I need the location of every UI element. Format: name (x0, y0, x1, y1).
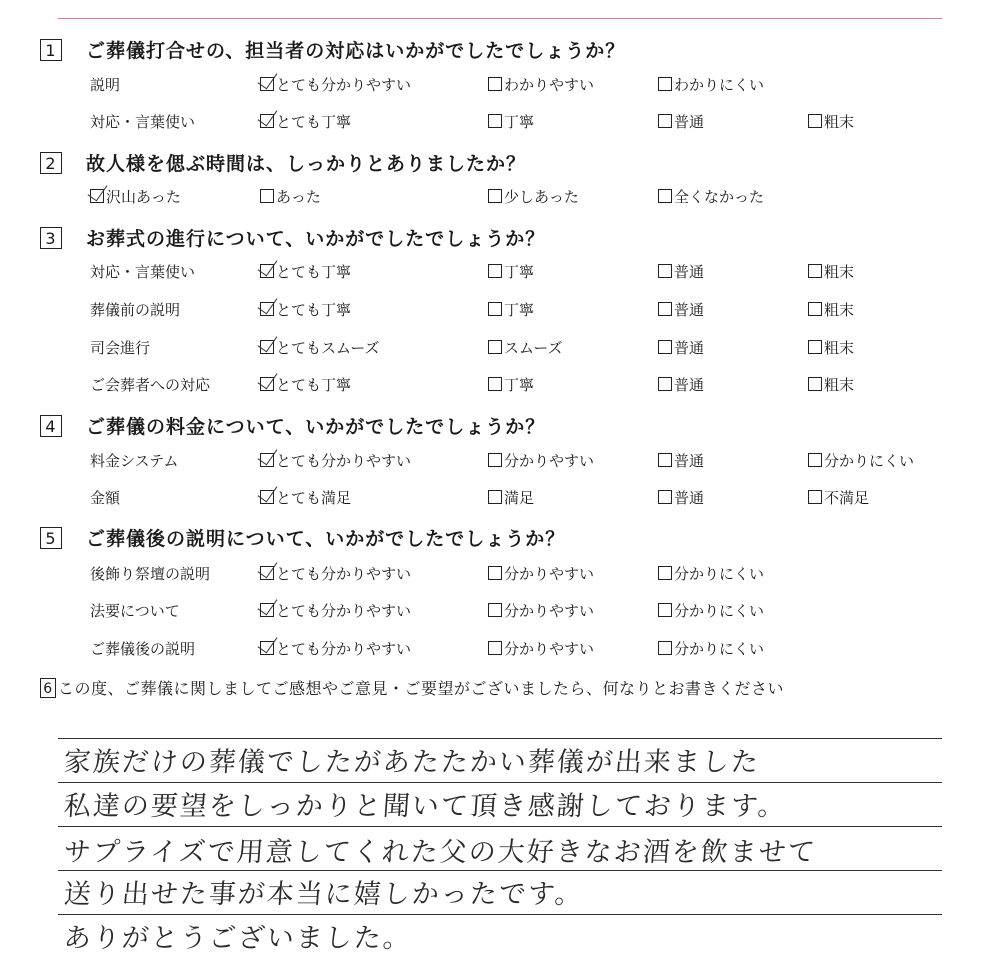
checkbox[interactable] (658, 641, 672, 655)
checkbox[interactable] (658, 77, 672, 91)
comment-line: 送り出せた事が本当に嬉しかったです。 (62, 879, 585, 910)
ruled-line (58, 738, 942, 739)
question-3-heading (40, 224, 545, 251)
question-title: 故人様を偲ぶ時間は、しっかりとありましたか？ (86, 153, 527, 175)
checkbox[interactable] (260, 189, 274, 203)
question-title: お葬式の進行について、いかがでしたでしょうか？ (86, 228, 546, 250)
question-row (0, 111, 1000, 133)
checkbox-checked[interactable] (260, 566, 274, 580)
option[interactable]: 分かりにくい (658, 563, 764, 584)
question-number: 3 (40, 227, 62, 249)
ruled-line (58, 914, 942, 915)
checkbox[interactable] (488, 453, 502, 467)
row-label: 後飾り祭壇の説明 (90, 565, 211, 583)
question-row (0, 600, 1000, 622)
row-label: ご会葬者への対応 (90, 376, 211, 394)
checkbox[interactable] (488, 340, 502, 354)
question-5-heading (40, 524, 565, 551)
question-number: 1 (40, 39, 62, 61)
question-6-heading (40, 676, 784, 699)
checkbox[interactable] (488, 189, 502, 203)
comment-line: ありがとうございました。 (62, 923, 413, 954)
row-label: 対応・言葉使い (90, 263, 196, 281)
question-number: 5 (40, 527, 62, 549)
question-row (0, 74, 1000, 96)
option[interactable]: 普通 (658, 299, 704, 320)
option[interactable]: 丁寧 (488, 299, 534, 320)
option[interactable]: 丁寧 (488, 111, 534, 132)
checkbox[interactable] (808, 377, 822, 391)
option[interactable]: とてもスムーズ (260, 337, 380, 358)
question-row (0, 261, 1000, 283)
checkbox[interactable] (658, 340, 672, 354)
option[interactable]: 分かりにくい (658, 600, 764, 621)
option[interactable]: とても分かりやすい (260, 74, 411, 95)
question-title: ご葬儀の料金について、いかがでしたでしょうか？ (86, 416, 546, 438)
ruled-line (58, 826, 942, 827)
checkbox[interactable] (658, 566, 672, 580)
checkbox-checked[interactable] (260, 340, 274, 354)
question-number: 4 (40, 415, 62, 437)
option[interactable]: 分かりやすい (488, 563, 594, 584)
question-1-heading (40, 36, 625, 63)
option[interactable]: わかりやすい (488, 74, 594, 95)
comment-line: 家族だけの葬儀でしたがあたたかい葬儀が出来ました (62, 747, 761, 778)
option[interactable]: 普通 (658, 487, 704, 508)
checkbox[interactable] (658, 453, 672, 467)
option[interactable]: とても丁寧 (260, 374, 351, 395)
ruled-line (58, 870, 942, 871)
option[interactable]: 粗末 (808, 374, 854, 395)
question-number: 6 (40, 678, 56, 698)
checkbox-checked[interactable] (260, 264, 274, 278)
checkbox[interactable] (658, 114, 672, 128)
checkbox[interactable] (488, 114, 502, 128)
checkbox-checked[interactable] (260, 302, 274, 316)
checkbox[interactable] (658, 189, 672, 203)
option[interactable]: 普通 (658, 374, 704, 395)
option[interactable]: 沢山あった (90, 186, 181, 207)
question-row (0, 563, 1000, 585)
option[interactable]: とても丁寧 (260, 299, 351, 320)
checkbox[interactable] (808, 114, 822, 128)
checkbox[interactable] (808, 453, 822, 467)
checkbox[interactable] (808, 340, 822, 354)
row-label: 対応・言葉使い (90, 113, 196, 131)
row-label: ご葬儀後の説明 (90, 640, 196, 658)
option[interactable]: 粗末 (808, 299, 854, 320)
option[interactable]: 粗末 (808, 261, 854, 282)
question-row (0, 638, 1000, 660)
checkbox[interactable] (658, 302, 672, 316)
question-title: ご葬儀打合せの、担当者の対応はいかがでしたでしょうか？ (86, 40, 626, 62)
question-row (0, 337, 1000, 359)
checkbox[interactable] (488, 641, 502, 655)
checkbox[interactable] (488, 77, 502, 91)
option[interactable]: 普通 (658, 261, 704, 282)
checkbox[interactable] (658, 490, 672, 504)
option[interactable]: 分かりにくい (808, 450, 914, 471)
question-number: 2 (40, 152, 62, 174)
checkbox[interactable] (488, 302, 502, 316)
checkbox[interactable] (488, 603, 502, 617)
row-label: 金額 (90, 489, 121, 507)
row-label: 説明 (90, 76, 121, 94)
row-label: 料金システム (90, 452, 179, 470)
row-label: 法要について (90, 602, 180, 620)
checkbox-checked[interactable] (260, 603, 274, 617)
question-title: この度、ご葬儀に関しましてご感想やご意見・ご要望がございましたら、何なりとお書きください (58, 679, 785, 698)
option[interactable]: 丁寧 (488, 374, 534, 395)
comment-line: サプライズで用意してくれた父の大好きなお酒を飲ませて (62, 837, 818, 868)
option[interactable]: 満足 (488, 487, 534, 508)
checkbox[interactable] (808, 490, 822, 504)
option[interactable]: とても分かりやすい (260, 638, 411, 659)
option[interactable]: とても丁寧 (260, 261, 351, 282)
option[interactable]: とても分かりやすい (260, 563, 411, 584)
checkbox-checked[interactable] (260, 641, 274, 655)
checkbox-checked[interactable] (260, 114, 274, 128)
checkbox-checked[interactable] (260, 377, 274, 391)
checkbox[interactable] (808, 264, 822, 278)
option[interactable]: とても分かりやすい (260, 450, 411, 471)
option[interactable]: 丁寧 (488, 261, 534, 282)
question-4-heading (40, 412, 545, 439)
top-divider (58, 18, 942, 19)
row-label: 葬儀前の説明 (90, 301, 181, 319)
option[interactable]: 全くなかった (658, 186, 764, 207)
checkbox-checked[interactable] (260, 77, 274, 91)
option[interactable]: 分かりやすい (488, 638, 594, 659)
checkbox[interactable] (658, 603, 672, 617)
question-2-heading (40, 149, 526, 176)
option[interactable]: 分かりにくい (658, 638, 764, 659)
checkbox[interactable] (488, 264, 502, 278)
checkbox-checked[interactable] (90, 189, 104, 203)
option[interactable]: 普通 (658, 111, 704, 132)
checkbox[interactable] (658, 377, 672, 391)
question-row (0, 186, 1000, 208)
row-label: 司会進行 (90, 339, 151, 357)
checkbox[interactable] (488, 490, 502, 504)
option[interactable]: とても丁寧 (260, 111, 351, 132)
checkbox[interactable] (658, 264, 672, 278)
option[interactable]: 普通 (658, 450, 704, 471)
option[interactable]: 分かりやすい (488, 600, 594, 621)
question-row (0, 450, 1000, 472)
checkbox[interactable] (488, 377, 502, 391)
option[interactable]: 普通 (658, 337, 704, 358)
option[interactable]: とても満足 (260, 487, 351, 508)
option[interactable]: とても分かりやすい (260, 600, 411, 621)
option[interactable]: スムーズ (488, 337, 563, 358)
option[interactable]: 分かりやすい (488, 450, 594, 471)
option[interactable]: 粗末 (808, 337, 854, 358)
checkbox-checked[interactable] (260, 453, 274, 467)
option[interactable]: 不満足 (808, 487, 869, 508)
checkbox[interactable] (488, 566, 502, 580)
option[interactable]: わかりにくい (658, 74, 764, 95)
option[interactable]: 少しあった (488, 186, 579, 207)
ruled-line (58, 782, 942, 783)
question-row (0, 487, 1000, 509)
option[interactable]: 粗末 (808, 111, 854, 132)
question-row (0, 299, 1000, 321)
question-title: ご葬儀後の説明について、いかがでしたでしょうか？ (86, 528, 566, 550)
checkbox-checked[interactable] (260, 490, 274, 504)
comment-line: 私達の要望をしっかりと聞いて頂き感謝しております。 (62, 791, 788, 822)
option[interactable]: あった (260, 186, 321, 207)
checkbox[interactable] (808, 302, 822, 316)
question-row (0, 374, 1000, 396)
